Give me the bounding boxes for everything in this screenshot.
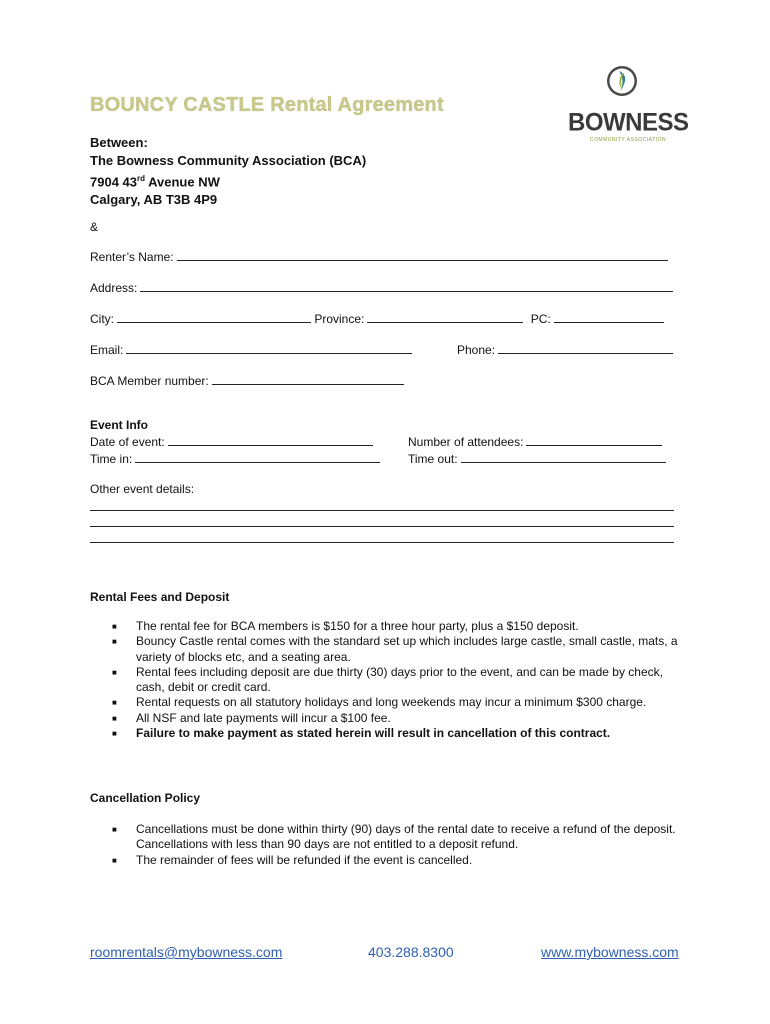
- date-field[interactable]: [168, 434, 373, 446]
- org-name: The Bowness Community Association (BCA): [90, 153, 367, 168]
- pc-label: PC:: [530, 312, 551, 326]
- attendees-field[interactable]: [526, 434, 662, 446]
- other-details-line-1[interactable]: [90, 510, 674, 511]
- cancellation-item-text: Cancellations must be done within thirty (90) days of the rental date to receive a refund of the deposit. Cancellations with less than 90 days are not entitled to a deposit refund.: [136, 822, 676, 852]
- footer-phone: 403.288.8300: [368, 944, 454, 960]
- bowness-logo: [563, 62, 688, 152]
- time-in-row: [90, 451, 380, 466]
- other-details-line-2[interactable]: [90, 526, 674, 527]
- fees-list: [90, 619, 690, 741]
- org-address: [90, 170, 366, 191]
- fee-item-text: Failure to make payment as stated herein will result in cancellation of this contract.: [136, 726, 611, 741]
- list-item: ■ Failure to make payment as stated herein will result in cancellation of this contract.: [112, 726, 611, 741]
- fees-heading: Rental Fees and Deposit: [90, 590, 230, 604]
- logo-subtitle: COMMUNITY ASSOCIATION: [589, 137, 667, 143]
- logo-wordmark: BOWNESS: [568, 108, 689, 137]
- fee-item-text: All NSF and late payments will incur a $100 fee.: [136, 710, 391, 725]
- member-number-row: [90, 373, 404, 388]
- phone-row: [457, 342, 673, 357]
- document-title: BOUNCY CASTLE Rental Agreement: [90, 94, 444, 116]
- list-item: ■ Bouncy Castle rental comes with the standard set up which includes large castle, small castle, mats, a variety of blocks etc, and a seating area.: [112, 634, 678, 664]
- fee-item-text: Rental fees including deposit are due thirty (30) days prior to the event, and can be made by check, cash, debit or credit card.: [136, 664, 663, 695]
- member-number-label: BCA Member number:: [90, 374, 209, 388]
- time-in-field[interactable]: [135, 451, 380, 463]
- fee-item-text: The rental fee for BCA members is $150 for a three hour party, plus a $150 deposit.: [136, 619, 579, 633]
- cancellation-item-text: The remainder of fees will be refunded if the event is cancelled.: [136, 852, 473, 867]
- address-number: 7904 43: [90, 174, 137, 190]
- fee-item-text: Bouncy Castle rental comes with the standard set up which includes large castle, small castle, mats, a variety of blocks etc, and a seating area.: [136, 634, 678, 664]
- address-label: Address:: [90, 281, 138, 295]
- list-item: ■ All NSF and late payments will incur a $100 fee.: [112, 710, 391, 725]
- between-label: Between:: [90, 135, 148, 150]
- address-suffix: rd: [137, 174, 145, 183]
- address-street: Avenue NW: [145, 174, 220, 190]
- email-label: Email:: [90, 343, 124, 357]
- time-in-label: Time in:: [90, 452, 133, 466]
- list-item: ■ Rental requests on all statutory holidays and long weekends may incur a minimum $300 charge.: [112, 695, 647, 710]
- city-label: City:: [90, 312, 114, 326]
- attendees-label: Number of attendees:: [408, 435, 524, 449]
- footer-email-link[interactable]: roomrentals@mybowness.com: [90, 944, 283, 960]
- other-details-label: Other event details:: [90, 482, 195, 496]
- parties-block: [90, 134, 366, 209]
- list-item: ■ Rental fees including deposit are due thirty (30) days prior to the event, and can be made by check, cash, debit or credit card.: [112, 664, 663, 695]
- time-out-field[interactable]: [461, 451, 666, 463]
- address-field[interactable]: [140, 280, 673, 292]
- phone-label: Phone:: [457, 343, 496, 357]
- phone-field[interactable]: [498, 342, 673, 354]
- time-out-row: [408, 451, 666, 466]
- org-city: Calgary, AB T3B 4P9: [90, 192, 218, 208]
- pc-field[interactable]: [554, 311, 664, 323]
- province-field[interactable]: [367, 311, 523, 323]
- list-item: ■ The rental fee for BCA members is $150 for a three hour party, plus a $150 deposit.: [112, 619, 579, 633]
- renter-name-row: [90, 249, 668, 264]
- time-out-label: Time out:: [408, 452, 458, 466]
- list-item: ■ Cancellations must be done within thirty (90) days of the rental date to receive a refund of the deposit. Cancellations with less than 90 days are not entitled to a deposit refund.: [112, 822, 676, 852]
- renter-name-label: Renter’s Name:: [90, 250, 174, 264]
- event-info-heading: Event Info: [90, 418, 149, 432]
- member-number-field[interactable]: [212, 373, 404, 385]
- ampersand: &: [90, 220, 99, 234]
- cancellation-heading: Cancellation Policy: [90, 791, 201, 805]
- date-row: [90, 434, 373, 449]
- other-details-line-3[interactable]: [90, 542, 674, 543]
- city-field[interactable]: [117, 311, 311, 323]
- cancellation-list: [90, 822, 690, 868]
- date-label: Date of event:: [90, 435, 165, 449]
- city-row: [90, 311, 664, 326]
- list-item: ■ The remainder of fees will be refunded if the event is cancelled.: [112, 852, 473, 867]
- attendees-row: [408, 434, 662, 449]
- fee-item-text: Rental requests on all statutory holidays and long weekends may incur a minimum $300 charge.: [136, 695, 647, 710]
- leaf-logo-icon: [605, 64, 639, 98]
- email-field[interactable]: [126, 342, 412, 354]
- renter-name-field[interactable]: [177, 249, 668, 261]
- address-row: [90, 280, 673, 295]
- footer-website-link[interactable]: www.mybowness.com: [541, 944, 679, 960]
- province-label: Province:: [314, 312, 365, 326]
- email-row: [90, 342, 412, 357]
